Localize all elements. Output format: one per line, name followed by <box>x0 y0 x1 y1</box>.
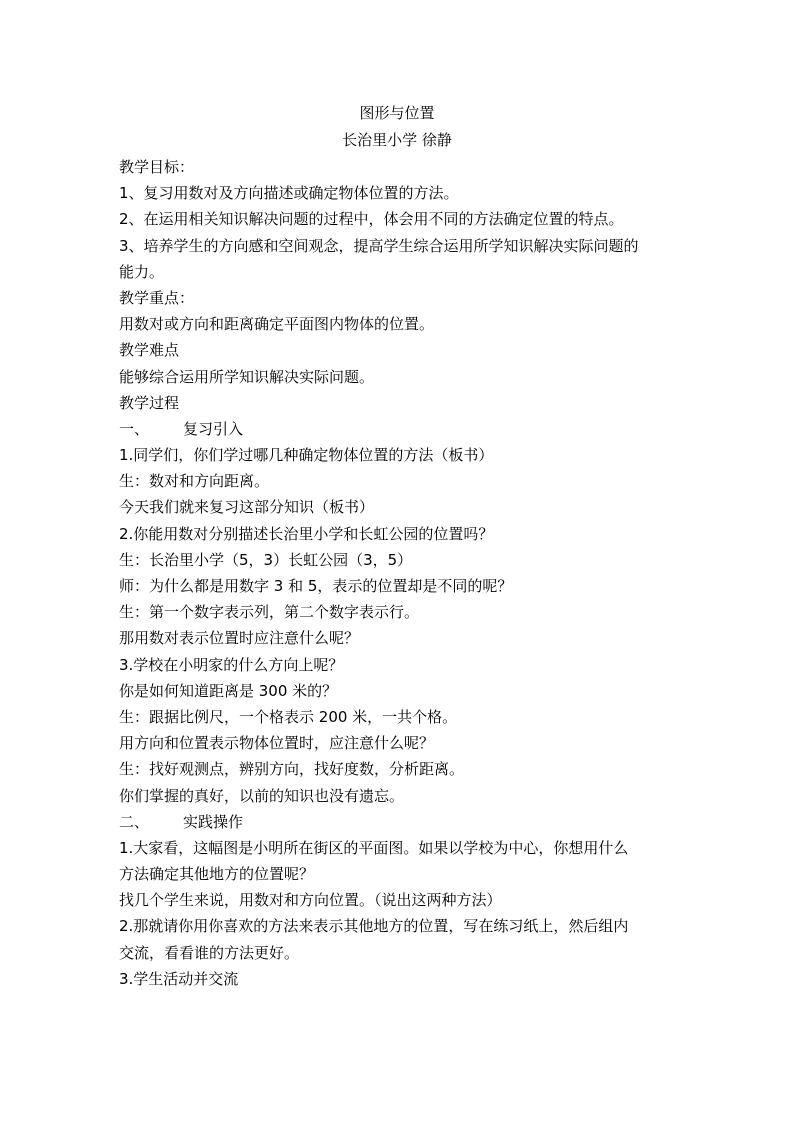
goal-item-2: 2、在运用相关知识解决问题的过程中，体会用不同的方法确定位置的特点。 <box>119 210 624 229</box>
process-line: 生：找好观测点，辨别方向，找好度数，分析距离。 <box>119 760 465 779</box>
document-title: 图形与位置 <box>359 104 435 122</box>
practice-line: 找几个学生来说，用数对和方向位置。（说出这两种方法） <box>119 891 502 910</box>
section-number: 一、 <box>119 419 150 438</box>
heading-teaching-goals: 教学目标： <box>119 158 195 176</box>
section-title: 复习引入 <box>183 419 244 438</box>
document-author: 长治里小学 徐静 <box>342 131 452 149</box>
process-line: 生：跟据比例尺，一个格表示 200 米，一共个格。 <box>119 707 458 726</box>
section-title: 实践操作 <box>183 812 244 831</box>
process-line: 生：第一个数字表示列，第二个数字表示行。 <box>119 603 420 622</box>
difficulty-text: 能够综合运用所学知识解决实际问题。 <box>119 367 375 386</box>
goal-item-1: 1、复习用数对及方向描述或确定物体位置的方法。 <box>119 184 459 203</box>
section-heading-review <box>119 419 679 445</box>
goal-item-3: 3、培养学生的方向感和空间观念，提高学生综合运用所学知识解决实际问题的 <box>119 236 639 255</box>
goal-item-3-continued: 能力。 <box>119 262 165 281</box>
heading-key-points: 教学重点： <box>119 288 195 307</box>
section-number: 二、 <box>119 812 150 831</box>
practice-line: 交流，看看谁的方法更好。 <box>119 943 300 962</box>
practice-line: 3.学生活动并交流 <box>119 969 239 988</box>
practice-line: 方法确定其他地方的位置呢？ <box>119 865 315 884</box>
document-body <box>119 157 679 995</box>
process-line: 师：为什么都是用数字 3 和 5，表示的位置却是不同的呢？ <box>119 577 513 595</box>
practice-line: 2.那就请你用你喜欢的方法来表示其他地方的位置，写在练习纸上，然后组内 <box>119 917 629 936</box>
process-line: 生：长治里小学（5，3）长虹公园（3，5） <box>119 550 413 569</box>
process-line: 3.学校在小明家的什么方向上呢？ <box>119 655 344 674</box>
heading-teaching-process: 教学过程 <box>119 393 180 412</box>
process-line: 你们掌握的真好，以前的知识也没有遗忘。 <box>119 786 405 805</box>
process-line: 今天我们就来复习这部分知识（板书） <box>119 498 375 517</box>
key-point-text: 用数对或方向和距离确定平面图内物体的位置。 <box>119 315 435 334</box>
process-line: 你是如何知道距离是 300 米的？ <box>119 681 338 700</box>
practice-line: 1.大家看，这幅图是小明所在街区的平面图。如果以学校为中心，你想用什么 <box>119 838 629 857</box>
heading-difficulties: 教学难点 <box>119 341 180 360</box>
process-line: 用方向和位置表示物体位置时，应注意什么呢？ <box>119 734 435 753</box>
process-line: 2.你能用数对分别描述长治里小学和长虹公园的位置吗？ <box>119 524 494 543</box>
process-line: 1.同学们，你们学过哪几种确定物体位置的方法（板书） <box>119 446 494 465</box>
process-line: 生：数对和方向距离。 <box>119 472 270 491</box>
process-line: 那用数对表示位置时应注意什么呢？ <box>119 629 360 648</box>
section-heading-practice <box>119 812 679 838</box>
